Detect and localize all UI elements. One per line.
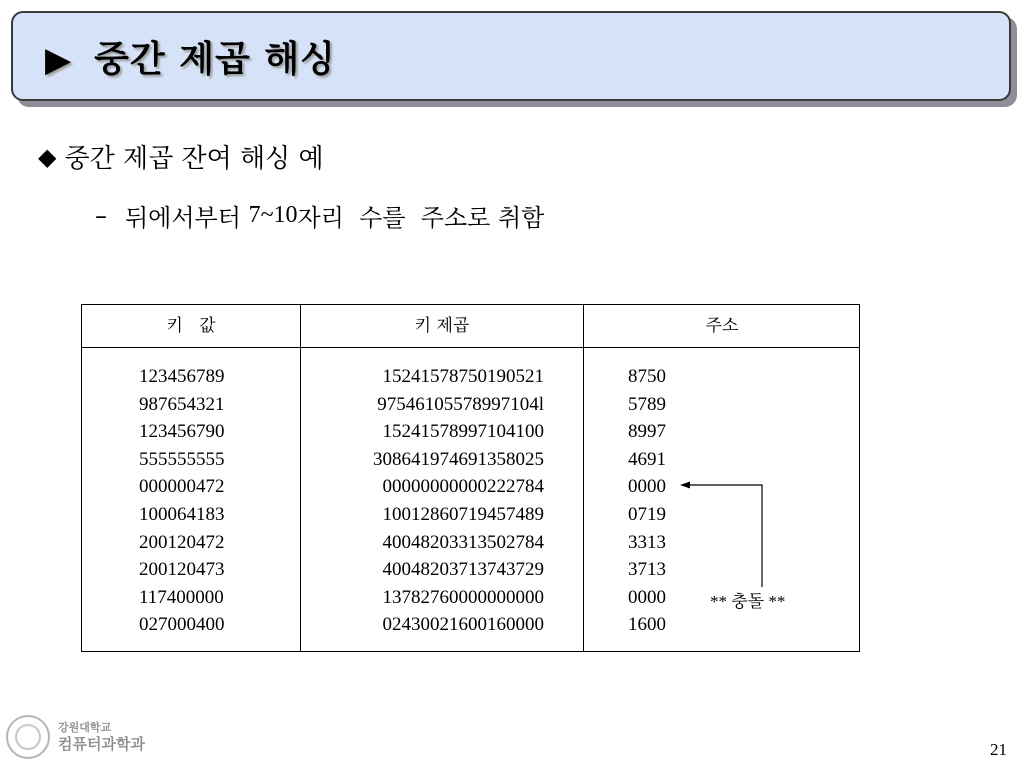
header-key-squared: 키 제곱 — [414, 316, 470, 336]
university-logo — [6, 715, 145, 759]
play-triangle-icon: ▶ — [45, 39, 73, 80]
key-cell: 117400000 — [139, 586, 224, 608]
key-cell: 200120473 — [139, 559, 225, 581]
diamond-bullet-icon: ◆ — [38, 142, 57, 171]
bullet-level2-number: 7~10 — [248, 202, 298, 228]
square-cell: 15241578997104100 — [382, 421, 544, 443]
square-cell: 15241578750190521 — [382, 366, 544, 387]
key-cell: 200120472 — [139, 531, 225, 553]
logo-text — [58, 721, 145, 754]
bullet-level1-text: 중간 제곱 잔여 해싱 예 — [64, 144, 324, 174]
header-address: 주소 — [705, 316, 739, 336]
bullet-level1 — [38, 138, 324, 175]
arrow-head-icon — [680, 482, 690, 489]
university-name: 강원대학교 — [58, 720, 112, 734]
square-cell: 97546105578997104l — [377, 393, 544, 415]
address-cell: 3713 — [628, 559, 666, 581]
square-cell: 308641974691358025 — [373, 448, 544, 470]
dash-bullet-icon: – — [95, 201, 107, 230]
key-cell: 027000400 — [139, 614, 225, 636]
address-cell: 0000 — [628, 586, 666, 608]
key-cell: 123456789 — [139, 366, 225, 387]
bullet-level2 — [95, 198, 544, 233]
address-cell: 4691 — [628, 448, 666, 470]
key-cell: 123456790 — [139, 421, 225, 443]
key-cell: 100064183 — [139, 503, 225, 525]
square-cell: 40048203313502784 — [382, 531, 544, 553]
key-cell: 987654321 — [139, 393, 225, 415]
address-cell: 3313 — [628, 531, 666, 553]
collision-label: ** 충돌 ** — [710, 592, 786, 611]
page-number: 21 — [990, 740, 1007, 759]
title-banner — [11, 11, 1011, 101]
address-cell: 5789 — [628, 393, 666, 415]
square-cell: 13782760000000000 — [382, 586, 544, 608]
square-cell: 10012860719457489 — [382, 503, 544, 525]
square-cell: 02430021600160000 — [382, 614, 544, 636]
collision-arrow-line — [688, 485, 762, 587]
bullet-level2-pre: 뒤에서부터 — [125, 204, 241, 232]
square-cell: 00000000000222784 — [382, 476, 544, 498]
address-cell: 0000 — [628, 476, 666, 498]
slide-title-text: 중간 제곱 해싱 — [94, 38, 336, 80]
header-key: 키 값 — [166, 316, 216, 336]
address-cell: 1600 — [628, 614, 666, 636]
bullet-level2-post: 자리 수를 주소로 취함 — [297, 204, 545, 232]
key-cell: 555555555 — [139, 448, 225, 470]
hash-table — [81, 304, 860, 652]
university-seal-icon — [6, 715, 50, 759]
department-name: 컴퓨터과학과 — [58, 734, 145, 753]
address-cell: 0719 — [628, 503, 666, 525]
slide-title — [45, 31, 336, 82]
key-cell: 000000472 — [139, 476, 225, 498]
address-cell: 8750 — [628, 366, 666, 387]
address-cell: 8997 — [628, 421, 666, 443]
square-cell: 40048203713743729 — [382, 559, 544, 581]
